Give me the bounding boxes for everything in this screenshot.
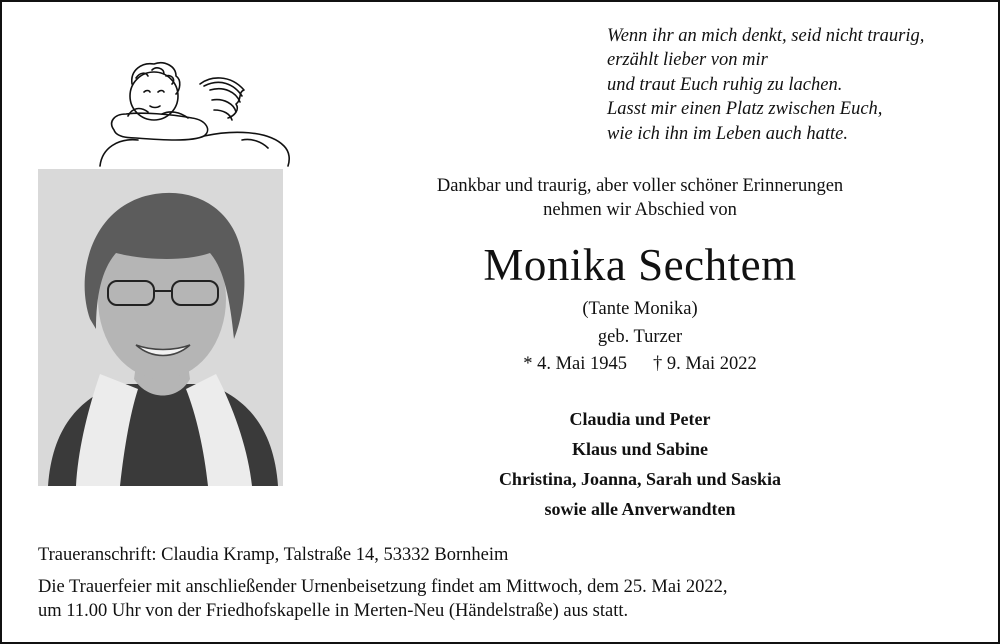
portrait-drawing — [38, 169, 283, 486]
deceased-nickname: (Tante Monika) — [582, 299, 698, 319]
poem-line: wie ich ihn im Leben auch hatte. — [607, 123, 848, 144]
poem-line: und traut Euch ruhig zu lachen. — [607, 74, 843, 95]
mourner-line: Christina, Joanna, Sarah und Saskia — [498, 469, 782, 489]
poem-line: Wenn ihr an mich denkt, seid nicht traurig, — [607, 26, 925, 46]
intro-line: Dankbar und traurig, aber voller schöner Erinnerungen — [436, 176, 844, 196]
poem-line: erzählt lieber von mir — [607, 50, 768, 71]
deceased-name: Monika Sechtem — [483, 240, 797, 290]
poem-line: Lasst mir einen Platz zwischen Euch, — [607, 99, 883, 120]
intro-line: nehmen wir Abschied von — [543, 200, 737, 220]
life-dates — [332, 352, 948, 376]
portrait-photo — [38, 169, 283, 486]
mourning-address: Traueranschrift: Claudia Kramp, Talstraße 14, 53332 Bornheim — [38, 545, 509, 565]
deceased-maiden-name: geb. Turzer — [597, 327, 683, 347]
mourner-line: Klaus und Sabine — [571, 439, 709, 459]
angel-illustration — [92, 56, 298, 172]
mourner-line: Claudia und Peter — [569, 409, 711, 429]
service-info-line: um 11.00 Uhr von der Friedhofskapelle in Merten-Neu (Händelstraße) aus statt. — [38, 601, 629, 621]
memorial-poem — [607, 24, 924, 146]
mourner-line: sowie alle Anverwandten — [544, 499, 736, 519]
service-info-line: Die Trauerfeier mit anschließender Urnenbeisetzung findet am Mittwoch, dem 25. Mai 2022, — [38, 577, 728, 597]
mourners-list — [332, 404, 948, 524]
birth-date: * 4. Mai 1945 — [523, 354, 627, 374]
death-date: † 9. Mai 2022 — [653, 354, 757, 374]
intro-text — [332, 174, 948, 222]
service-details — [38, 543, 727, 623]
